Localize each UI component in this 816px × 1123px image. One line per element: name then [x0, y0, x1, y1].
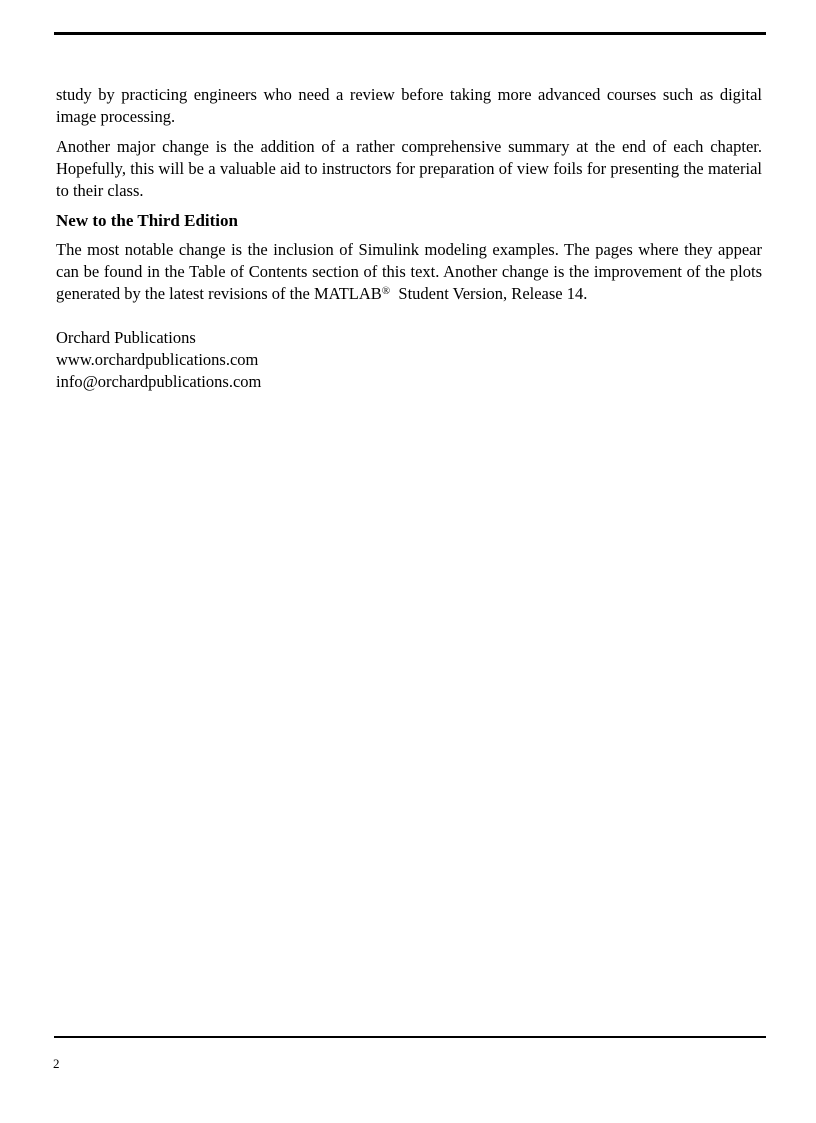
- header-rule: [54, 32, 766, 35]
- publisher-website: www.orchardpublications.com: [56, 350, 259, 369]
- contact-block: [56, 327, 762, 393]
- registered-mark: ®: [381, 285, 391, 297]
- section-heading: New to the Third Edition: [56, 211, 238, 230]
- paragraph-third-edition: [56, 239, 762, 305]
- paragraph-third-edition-end: Student Version, Release 14.: [390, 284, 588, 303]
- page-number: 2: [53, 1056, 60, 1071]
- paragraph-intro-continuation: study by practicing engineers who need a review before taking more advanced courses such as digital image processing.: [56, 85, 762, 126]
- paragraph-summary-change: Another major change is the addition of a rather comprehensive summary at the end of each chapter. Hopefully, this will be a valuable aid to instructors for preparation of view foils for presenting the material to their class.: [56, 137, 762, 200]
- paragraph-third-edition-text: The most notable change is the inclusion of Simulink modeling examples. The pages where they appear can be found in the Table of Contents section of this text. Another change is the improvement of the plots generated by the latest revisions of the MATLAB: [56, 240, 762, 303]
- footer-rule: [54, 1036, 766, 1038]
- page-body: [56, 84, 762, 393]
- publisher-name: Orchard Publications: [56, 328, 196, 347]
- publisher-email: info@orchardpublications.com: [56, 372, 262, 391]
